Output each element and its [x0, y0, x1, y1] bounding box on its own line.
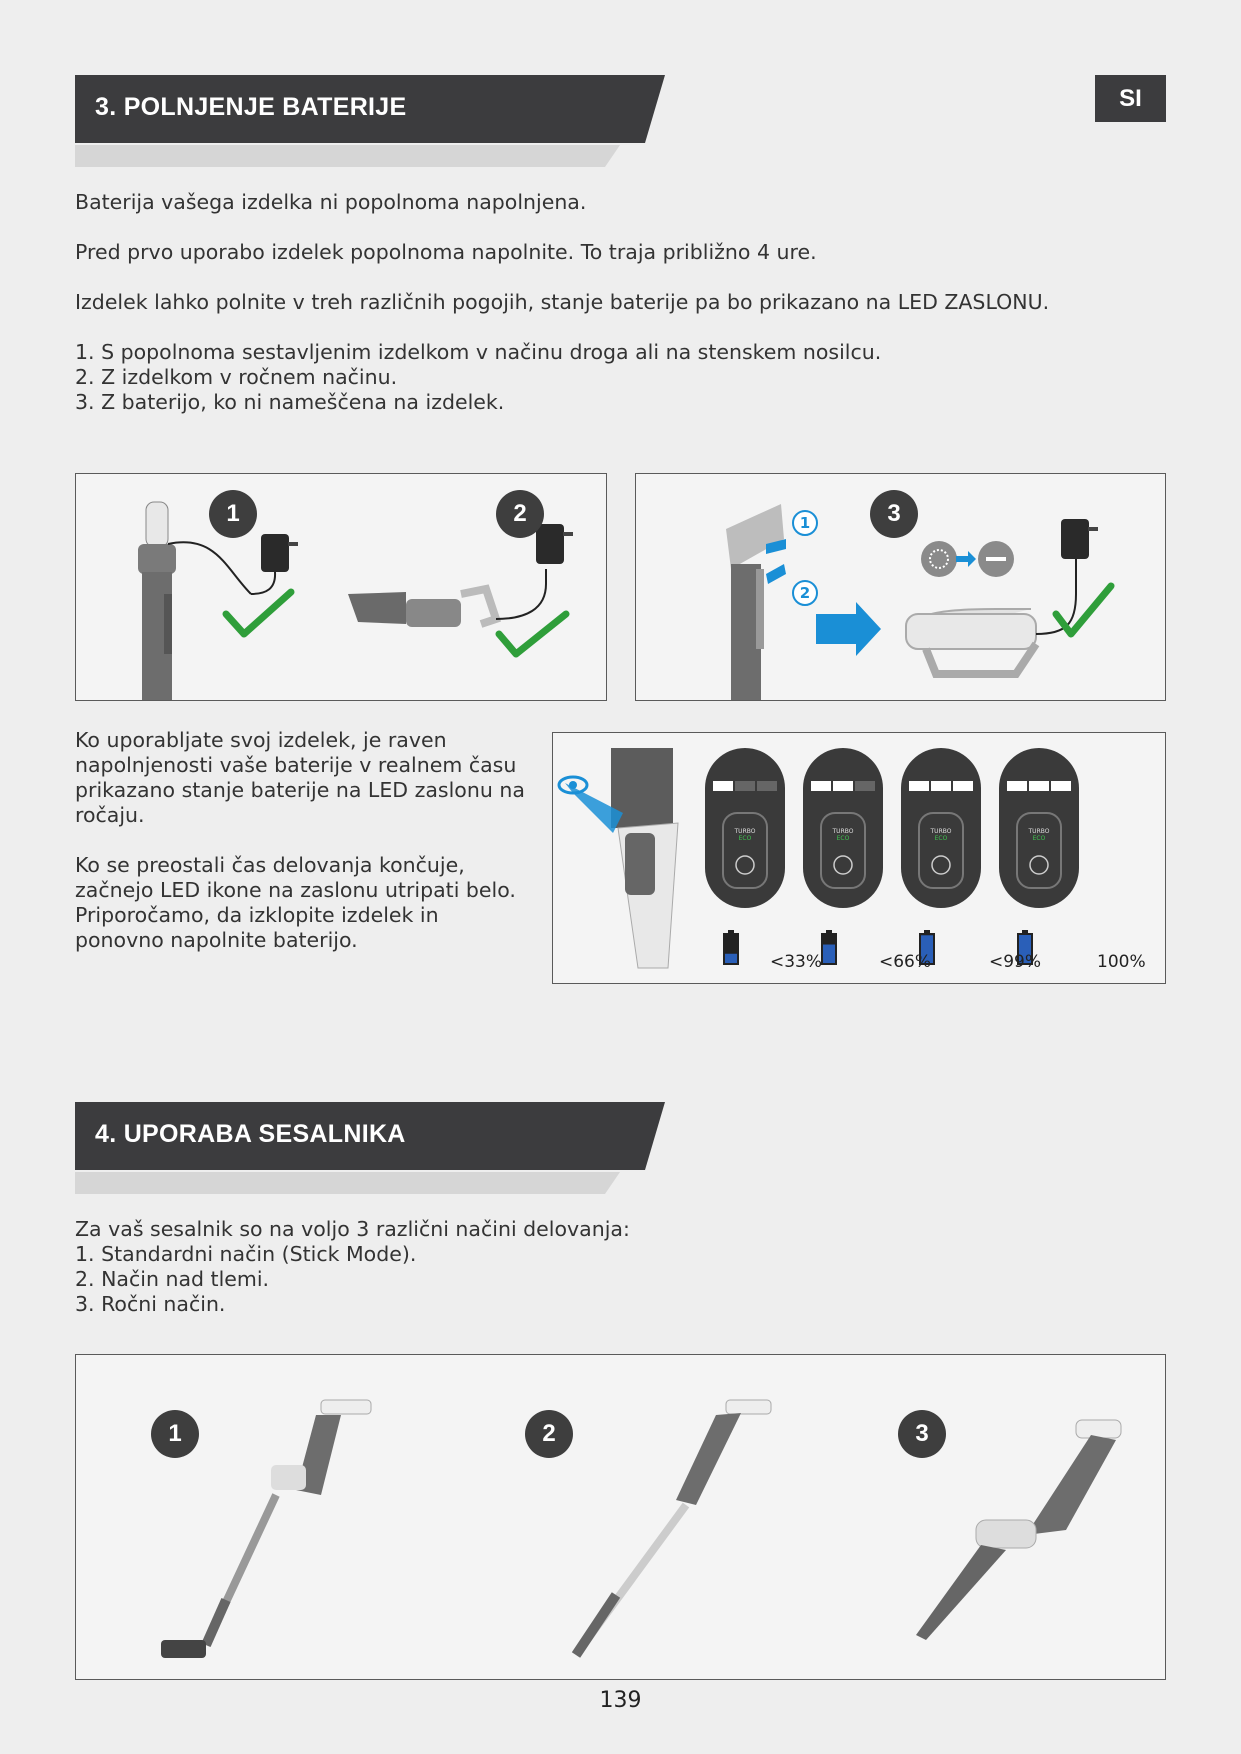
mode-eco-label: ECO	[1032, 835, 1046, 842]
usage-modes-list	[75, 1217, 630, 1317]
led-panel	[803, 748, 883, 965]
led-segment	[811, 781, 831, 791]
sub-step-badge: 1	[792, 510, 818, 536]
figure-charging-stick-handheld	[75, 473, 607, 701]
figure-usage-modes	[75, 1354, 1166, 1680]
mode-eco-label: ECO	[934, 835, 948, 842]
led-segment	[855, 781, 875, 791]
step-badge: 1	[151, 1410, 199, 1458]
mode-turbo-label: TURBO	[734, 828, 756, 835]
led-description: Ko uporabljate svoj izdelek, je raven napolnjenosti vaše baterije v realnem času prikazano stanje baterije na LED zaslonu na ročaju.	[75, 728, 525, 827]
mode-turbo-label: TURBO	[930, 828, 952, 835]
led-panel	[999, 748, 1079, 965]
page-number: 139	[599, 1688, 642, 1713]
list-item: 2. Način nad tlemi.	[75, 1267, 270, 1291]
led-segment	[1051, 781, 1071, 791]
intro-line-3: Izdelek lahko polnite v treh različnih pogojih, stanje baterije pa bo prikazano na LED ZASLONU.	[75, 290, 1050, 314]
mode-turbo-label: TURBO	[832, 828, 854, 835]
led-panel	[901, 748, 981, 965]
battery-level-label: 100%	[1097, 952, 1146, 972]
mode-eco-label: ECO	[738, 835, 752, 842]
led-segment	[757, 781, 777, 791]
list-item: 3. Ročni način.	[75, 1292, 226, 1316]
step-badge: 2	[496, 490, 544, 538]
section-header-charging	[75, 75, 665, 145]
figure-led-battery-levels	[552, 732, 1166, 984]
header-banner-shape	[75, 75, 665, 170]
step-badge: 3	[870, 490, 918, 538]
battery-level-label: <99%	[989, 952, 1042, 972]
led-panel	[705, 748, 785, 965]
battery-fill	[725, 954, 737, 963]
led-segment	[735, 781, 755, 791]
mode-eco-label: ECO	[836, 835, 850, 842]
led-segment	[833, 781, 853, 791]
language-tag: SI	[1095, 75, 1166, 122]
list-item: 1. Standardni način (Stick Mode).	[75, 1242, 417, 1266]
list-item: Za vaš sesalnik so na voljo 3 različni načini delovanja:	[75, 1217, 630, 1241]
mode-turbo-label: TURBO	[1028, 828, 1050, 835]
list-item: 3. Z baterijo, ko ni nameščena na izdelek.	[75, 390, 505, 414]
figure-charging-battery	[635, 473, 1166, 701]
led-illustration	[553, 733, 1165, 983]
led-segment	[1007, 781, 1027, 791]
list-item: 2. Z izdelkom v ročnem načinu.	[75, 365, 398, 389]
battery-level-label: <33%	[770, 952, 823, 972]
led-segment	[953, 781, 973, 791]
led-warning: Ko se preostali čas delovanja končuje, začnejo LED ikone na zaslonu utripati belo. Priporočamo, da izklopite izdelek in ponovno napolnite baterijo.	[75, 853, 516, 952]
led-segment	[1029, 781, 1049, 791]
usage-modes-illustration	[76, 1355, 1165, 1679]
intro-line-1: Baterija vašega izdelka ni popolnoma napolnjena.	[75, 190, 587, 214]
step-badge: 2	[525, 1410, 573, 1458]
header-banner-shape	[75, 1102, 665, 1197]
step-badge: 3	[898, 1410, 946, 1458]
led-segment	[909, 781, 929, 791]
led-segment	[713, 781, 733, 791]
intro-line-2: Pred prvo uporabo izdelek popolnoma napolnite. To traja približno 4 ure.	[75, 240, 817, 264]
battery-level-label: <66%	[879, 952, 932, 972]
section-title: 3. POLNJENJE BATERIJE	[95, 93, 407, 121]
step-badge: 1	[209, 490, 257, 538]
charging-conditions-list	[75, 340, 881, 415]
sub-step-badge: 2	[792, 580, 818, 606]
list-item: 1. S popolnoma sestavljenim izdelkom v načinu droga ali na stenskem nosilcu.	[75, 340, 882, 364]
led-segment	[931, 781, 951, 791]
battery-fill	[823, 945, 835, 963]
section-title: 4. UPORABA SESALNIKA	[95, 1120, 406, 1148]
section-header-usage	[75, 1102, 665, 1172]
